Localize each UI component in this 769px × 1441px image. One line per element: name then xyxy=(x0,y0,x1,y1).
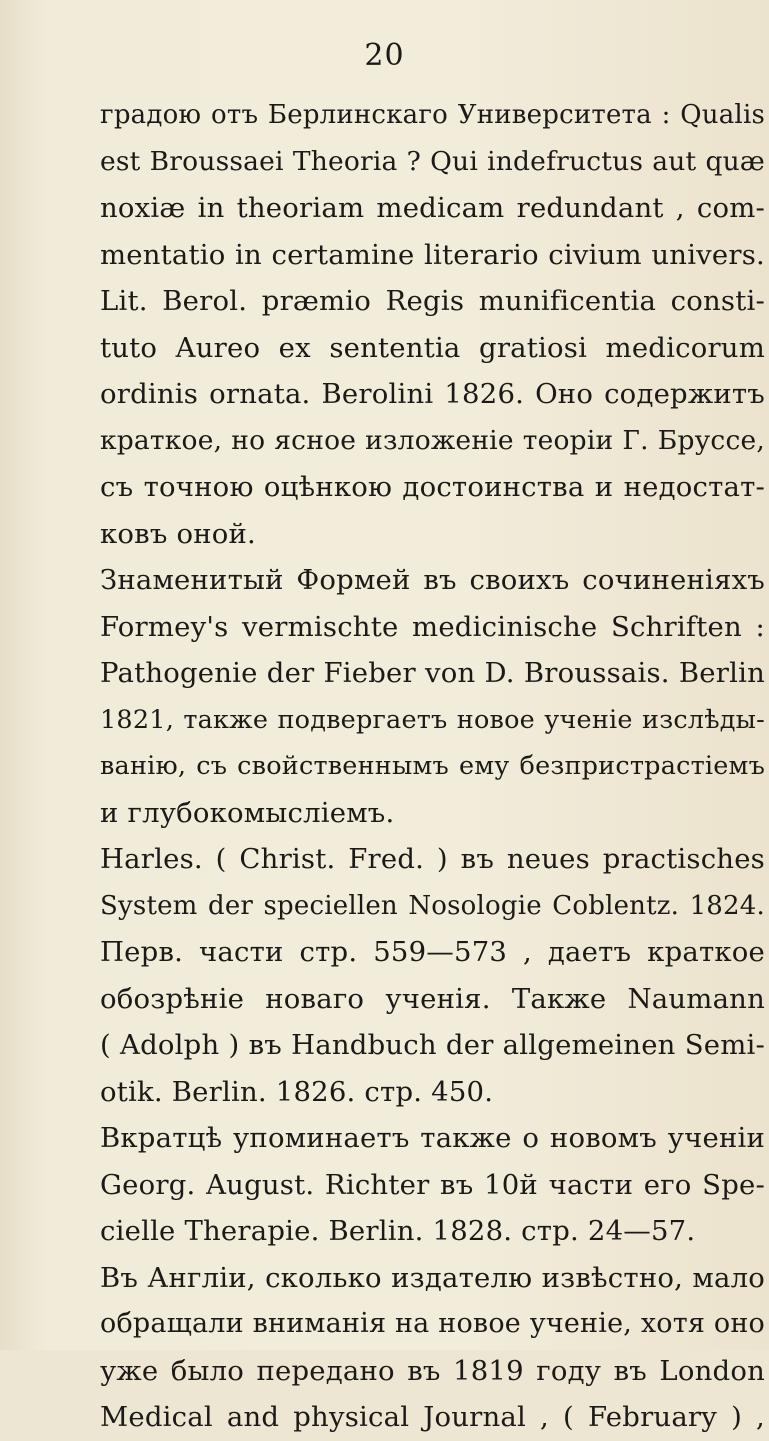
text-line: обращали вниманія на новое ученіе, хотя оно xyxy=(100,1308,765,1339)
text-line: noxiæ in theoriam medicam redundant , com- xyxy=(100,192,765,224)
text-line: Перв. части стр. 559—573 , даетъ краткое xyxy=(100,936,765,968)
text-line: Georg. August. Richter въ 10й части его Spe- xyxy=(100,1168,765,1201)
text-line: Lit. Berol. præmio Regis munificentia consti- xyxy=(100,285,765,317)
body-text xyxy=(100,92,765,1441)
text-line: tuto Aureo ex sententia gratiosi medicorum xyxy=(100,331,765,364)
text-line: Въ Англіи, сколько издателю извѣстно, мало xyxy=(100,1261,765,1294)
text-line: уже было передано въ 1819 году въ London xyxy=(100,1354,765,1387)
page-number: 20 xyxy=(364,38,405,73)
text-line: 1821, также подвергаетъ новое ученіе изслѣды- xyxy=(100,704,765,735)
text-line: mentatio in certamine literario civium univers. xyxy=(100,238,765,271)
text-line: Pathogenie der Fieber von D. Broussais. Berlin xyxy=(100,657,765,689)
text-line: и глубокомысліемъ. xyxy=(100,796,395,829)
text-line: ordinis ornata. Berolini 1826. Оно содержитъ xyxy=(100,378,765,410)
text-line: otik. Berlin. 1826. стр. 450. xyxy=(100,1075,494,1108)
text-line: Formey's vermischte medicinische Schriften : xyxy=(100,610,765,643)
text-line: обозрѣніе новаго ученія. Также Naumann xyxy=(100,982,765,1015)
text-line: ковъ оной. xyxy=(100,517,256,550)
text-line: градою отъ Берлинскаго Университета : Qualis xyxy=(100,100,765,130)
text-line: ( Adolph ) въ Handbuch der allgemeinen Semi- xyxy=(100,1029,765,1061)
text-line: Знаменитый Формей въ своихъ сочиненіяхъ xyxy=(100,564,765,596)
text-line: est Broussaei Theoria ? Qui indefructus aut quæ xyxy=(100,145,765,177)
text-line: ванію, съ свойственнымъ ему безпристрастіемъ xyxy=(100,751,765,781)
text-line: Вкратцѣ упоминаетъ также о новомъ ученіи xyxy=(100,1122,765,1154)
text-line: Harles. ( Christ. Fred. ) въ neues practisches xyxy=(100,843,765,875)
text-line: System der speciellen Nosologie Coblentz. 1824. xyxy=(100,890,765,921)
text-line: краткое, но ясное изложеніе теоріи Г. Бруссе, xyxy=(100,424,765,456)
text-line: cielle Therapie. Berlin. 1828. стр. 24—57. xyxy=(100,1215,696,1247)
text-line: Medical and physical Journal , ( February ) , xyxy=(100,1401,765,1433)
text-line: съ точною оцѣнкою достоинства и недостат- xyxy=(100,471,765,503)
